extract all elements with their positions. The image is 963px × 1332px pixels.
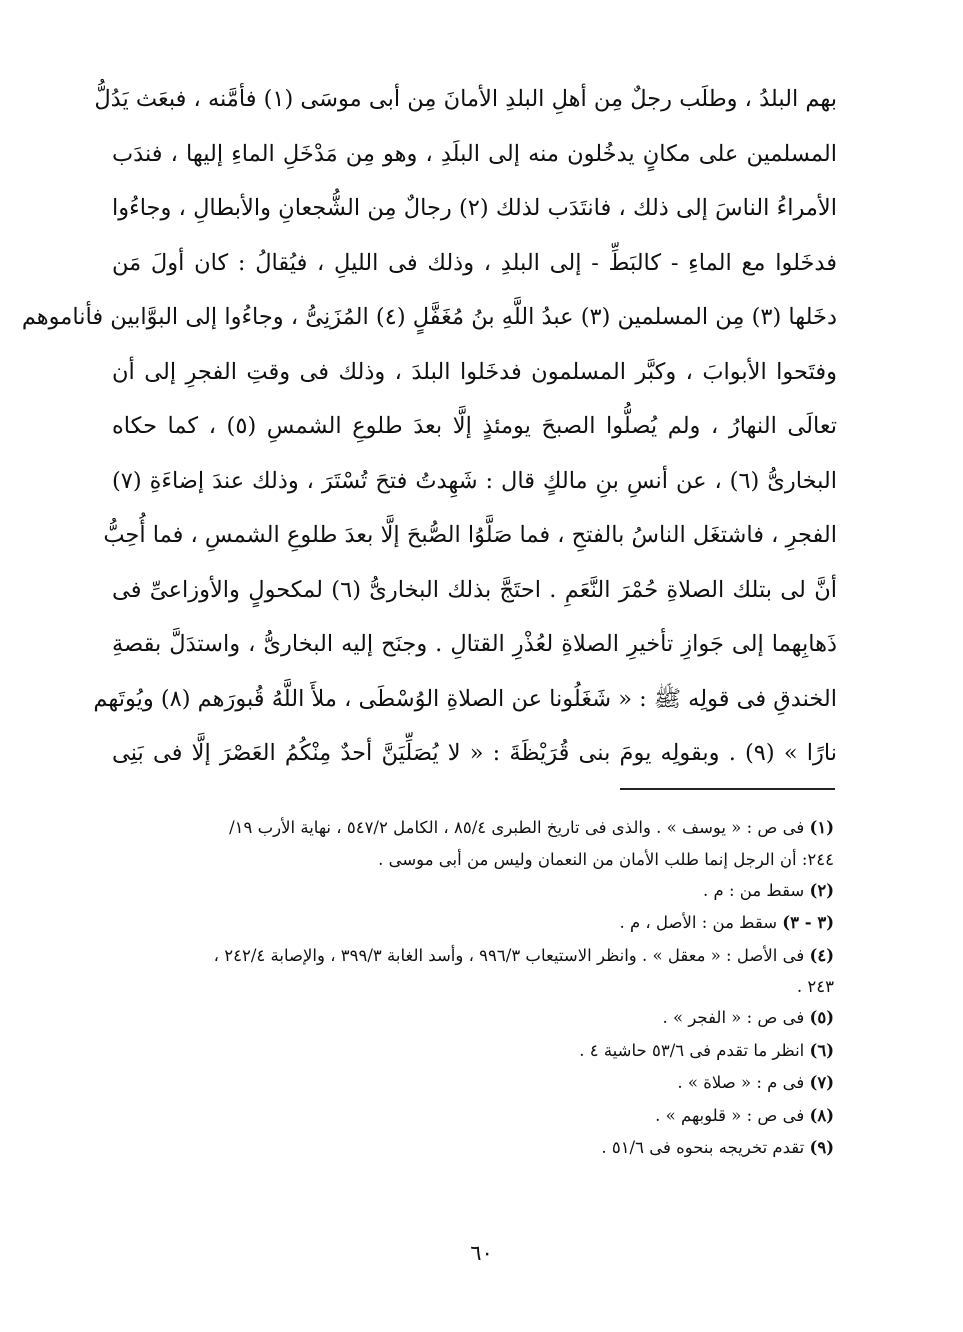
footnote [112, 1035, 834, 1068]
footnote-text: فى الأصل : « معقل » . وانظر الاستيعاب ٩٩٦/٣ ، وأسد الغابة ٣٩٩/٣ ، والإصابة ٢٤٢/٤ ، [213, 945, 805, 965]
main-text-line: الخندقِ فى قولِه ﷺ : « شَغَلُونا عن الصلاةِ الوُسْطَى ، ملأَ اللَّهُ قُبورَهم (٨) ويُوتَهم [93, 685, 837, 712]
footnote-text: تقدم تخريجه بنحوه فى ٥١/٦ . [601, 1138, 805, 1157]
footnote-text: فى ص : « يوسف » . والذى فى تاريخ الطبرى ٨٥/٤ ، الكامل ٥٤٧/٢ ، نهاية الأرب ١٩/ [229, 818, 805, 837]
main-text-line: تعالَى النهارُ ، ولم يُصلُّوا الصبحَ يومئذٍ إلَّا بعدَ طلوعِ الشمسِ (٥) ، كما حكاه [112, 413, 837, 439]
main-text-line: دخَلها (٣) مِن المسلمين (٣) عبدُ اللَّهِ بنُ مُغَفَّلٍ (٤) المُزَنِىُّ ، وجاءُوا إلى البوَّابين فأناموهم [21, 304, 837, 330]
main-text-line: الأمراءُ الناسَ إلى ذلك ، فانتَدَب لذلك (٢) رجالٌ مِن الشُّجعانِ والأبطالِ ، وجاءُوا [112, 195, 837, 221]
main-text-line: فدخَلوا مع الماءِ - كالبَطِّ - إلى البلدِ ، وذلك فى الليلِ ، فيُقالُ : كان أولَ مَن [112, 249, 837, 276]
main-text-line: نارًا » (٩) . وبقولِه يومَ بنى قُرَيْظَةَ : « لا يُصَلِّيَنَّ أحدٌ مِنْكُمُ العَصْرَ إلَّا فى بَنِى [112, 740, 837, 766]
main-text-block [21, 72, 837, 781]
footnote-text: فى ص : « الفجر » . [662, 1008, 805, 1027]
footnote-number: (٣ - ٣) [782, 913, 834, 932]
main-text-line: أنَّ لى بتلك الصلاةِ حُمْرَ النَّعَمِ . احتَجَّ بذلك البخارىُّ (٦) لمكحولٍ والأوزاعىِّ فى [112, 576, 837, 603]
footnote-text: انظر ما تقدم فى ٥٣/٦ حاشية ٤ . [579, 1040, 805, 1060]
footnote-text: فى م : « صلاة » . [677, 1073, 805, 1092]
footnotes [112, 812, 834, 1165]
footnote [112, 1067, 834, 1100]
main-text-line: بهم البلدُ ، وطلَب رجلٌ مِن أهلِ البلدِ الأمانَ مِن أبى موسَى (١) فأمَّنه ، فبعَث يَدُلُّ [94, 86, 837, 112]
footnote-number: (٩) [809, 1138, 834, 1157]
footnote [112, 875, 834, 908]
main-text-line: الفجرِ ، فاشتغَل الناسُ بالفتحِ ، فما صَلَّوُا الصُّبحَ إلَّا بعدَ طلوعِ الشمسِ ، فما أُحِبُّ [103, 522, 837, 548]
footnote-separator [620, 788, 835, 790]
main-text-line: وفتَحوا الأبوابَ ، وكبَّر المسلمون فدخَلوا البلدَ ، وذلك فى وقتِ الفجرِ إلى أن [112, 358, 837, 385]
main-text-line: ذَهابِهما إلى جَوازِ تأخيرِ الصلاةِ لعُذْرِ القتالِ . وجنَح إليه البخارىُّ ، واستدَلَّ بقصةِ [112, 631, 837, 657]
page-number: ٦٠ [470, 1241, 493, 1265]
main-text-line: المسلمين على مكانٍ يدخُلون منه إلى البلَدِ ، وهو مِن مَدْخَلِ الماءِ إليها ، فندَب [112, 140, 837, 167]
footnote-continuation: ٢٤٤: أن الرجل إنما طلب الأمان من النعمان وليس من أبى موسى . [378, 849, 834, 869]
footnote [112, 1100, 834, 1133]
footnote [112, 1132, 834, 1165]
footnote-text: سقط من : م . [703, 880, 805, 900]
footnote [112, 1002, 834, 1035]
main-text-line: البخارىُّ (٦) ، عن أنسِ بنِ مالكٍ قال : شَهِدتُ فتحَ تُسْتَرَ ، وذلك عندَ إضاءَةِ (٧) [112, 467, 837, 494]
footnote-continuation: ٢٤٣ . [796, 977, 834, 996]
footnote [112, 907, 834, 940]
footnote-number: (٢) [809, 880, 834, 900]
footnote-number: (٧) [809, 1073, 834, 1092]
footnote-number: (٥) [809, 1008, 834, 1027]
footnote-number: (١) [809, 818, 834, 837]
footnote-text: فى ص : « قلوبهم » . [655, 1105, 805, 1125]
footnote-number: (٨) [809, 1105, 834, 1125]
footnote [112, 812, 834, 875]
footnote-number: (٦) [809, 1040, 834, 1060]
footnote-text: سقط من : الأصل ، م . [619, 913, 778, 932]
footnote-number: (٤) [809, 945, 834, 965]
footnote [112, 940, 834, 1003]
